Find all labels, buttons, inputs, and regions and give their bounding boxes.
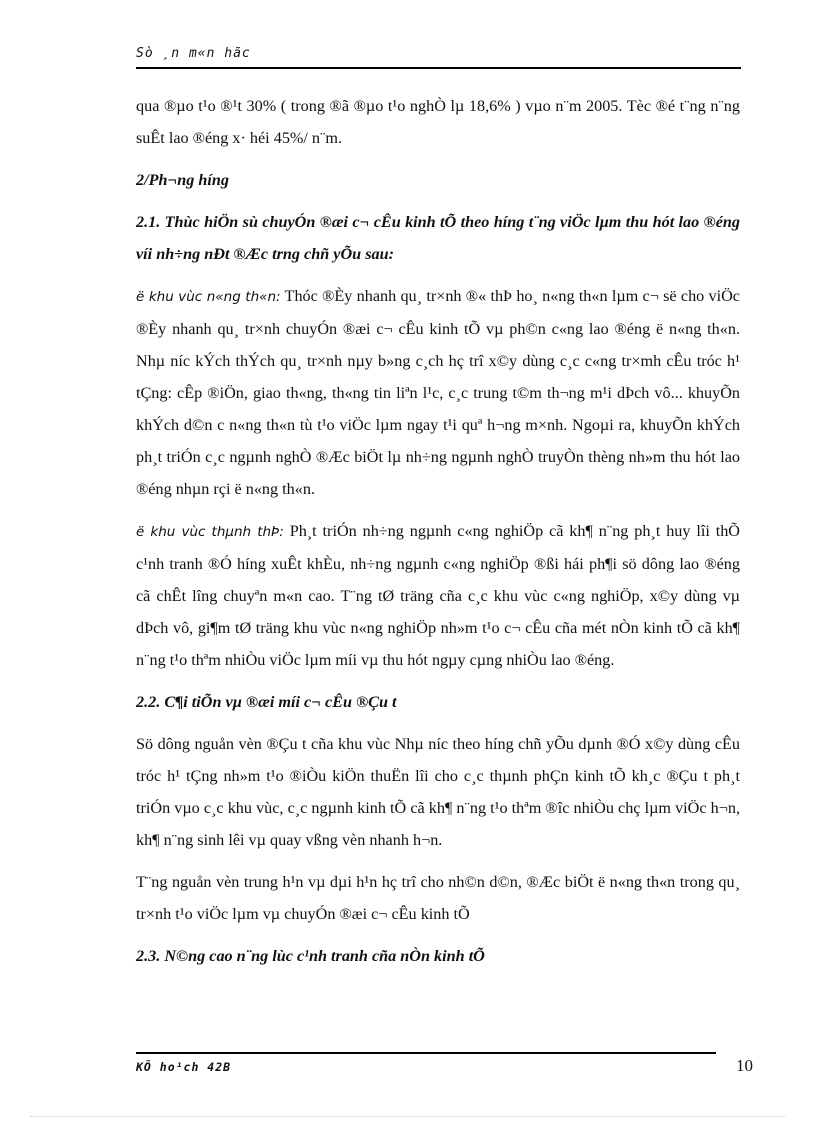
header-rule [136, 67, 741, 69]
paragraph-urban [136, 515, 740, 676]
header-title: Sò ¸n m«n hãc [136, 46, 251, 61]
page-bottom-border [30, 1116, 786, 1118]
document-body [136, 90, 740, 982]
page-number: 10 [736, 1056, 753, 1075]
paragraph-intro: qua ®µo t¹o ®¹t 30% ( trong ®ã ®µo t¹o nghÒ lµ 18,6% ) vµo n¨m 2005. Tèc ®é t¨ng n¨ng suÊt lao ®éng x· héi 45%/ n¨m. [136, 97, 740, 147]
subsection-heading-2-2: 2.2. C¶i tiÕn vµ ®æi míi c¬ cÊu ®Çu t [136, 693, 397, 711]
page-header [136, 46, 740, 62]
footer-rule [136, 1052, 716, 1054]
paragraph-rural [136, 280, 740, 505]
urban-body: Ph¸t triÓn nh÷ng ngµnh c«ng nghiÖp cã kh¶ n¨ng ph¸t huy lîi thÕ c¹nh tranh ®Ó híng xuÊt khÈu, nh÷ng ngµnh c«ng nghiÖp ®ßi hái ph¶i sö dông lao ®éng cã chÊt lîng chuyªn m«n cao. T¨ng tØ träng cña c¸c khu vùc c«ng nghiÖp, x©y dùng vµ dÞch vô, gi¶m tØ träng khu vùc n«ng nghiÖp nh»m t¹o c¬ cÊu cña mét nÒn kinh tÕ cã kh¶ n¨ng t¹o thªm nhiÒu viÖc lµm míi vµ thu hót ngµy cµng nhiÒu lao ®éng. [136, 522, 740, 669]
subsection-heading-2-3: 2.3. N©ng cao n¨ng lùc c¹nh tranh cña nÒn kinh tÕ [136, 947, 485, 965]
paragraph-investment-b: T¨ng nguån vèn trung h¹n vµ dµi h¹n hç trî cho nh©n d©n, ®Æc biÖt ë n«ng th«n trong qu¸ tr×nh t¹o viÖc lµm vµ chuyÓn ®æi c¬ cÊu kinh tÕ [136, 873, 740, 923]
section-heading-2: 2/Ph¬ng híng [136, 171, 230, 189]
rural-body: Thóc ®Èy nhanh qu¸ tr×nh ®« thÞ ho¸ n«ng th«n lµm c¬ së cho viÖc ®Èy nhanh qu¸ tr×nh chuyÓn ®æi c¬ cÊu kinh tÕ vµ ph©n c«ng lao ®éng ë n«ng th«n. Nhµ níc kÝch thÝch qu¸ tr×nh nµy b»ng c¸ch hç trî x©y dùng c¸c c«ng tr×mh cÊu tróc h¹ tÇng: cÊp ®iÖn, giao th«ng, th«ng tin liªn l¹c, c¸c trung t©m th¬ng m¹i dÞch vô... khuyÕn khÝch d©n c n«ng th«n tù t¹o viÖc lµm ngay t¹i quª h¬ng m×nh. Ngoµi ra, khuyÕn khÝch ph¸t triÓn c¸c ngµnh nghÒ ®Æc biÖt lµ nh÷ng ngµnh nghÒ truyÒn thèng nh»m thu hót lao ®éng nhµn rçi ë n«ng th«n. [136, 287, 740, 498]
footer-label: KÕ ho¹ch 42B [136, 1060, 232, 1074]
paragraph-investment-a: Sö dông nguån vèn ®Çu t cña khu vùc Nhµ níc theo híng chñ yÕu dµnh ®Ó x©y dùng cÊu tróc h¹ tÇng nh»m t¹o ®iÒu kiÖn thuËn lîi cho c¸c thµnh phÇn kinh tÕ kh¸c ®Çu t ph¸t triÓn vµo c¸c khu vùc, c¸c ngµnh kinh tÕ cã kh¶ n¨ng t¹o thªm ®îc nhiÒu chç lµm viÖc h¬n, kh¶ n¨ng sinh lêi vµ quay vßng vèn nhanh h¬n. [136, 735, 740, 849]
subsection-heading-2-1: 2.1. Thùc hiÖn sù chuyÓn ®æi c¬ cÊu kinh tÕ theo híng t¨ng viÖc lµm thu hót lao ®éng víi nh÷ng nÐt ®Æc trng chñ yÕu sau: [136, 213, 740, 263]
rural-lead: ë khu vùc n«ng th«n: [136, 289, 281, 305]
urban-lead: ë khu vùc thµnh thÞ: [136, 524, 284, 540]
